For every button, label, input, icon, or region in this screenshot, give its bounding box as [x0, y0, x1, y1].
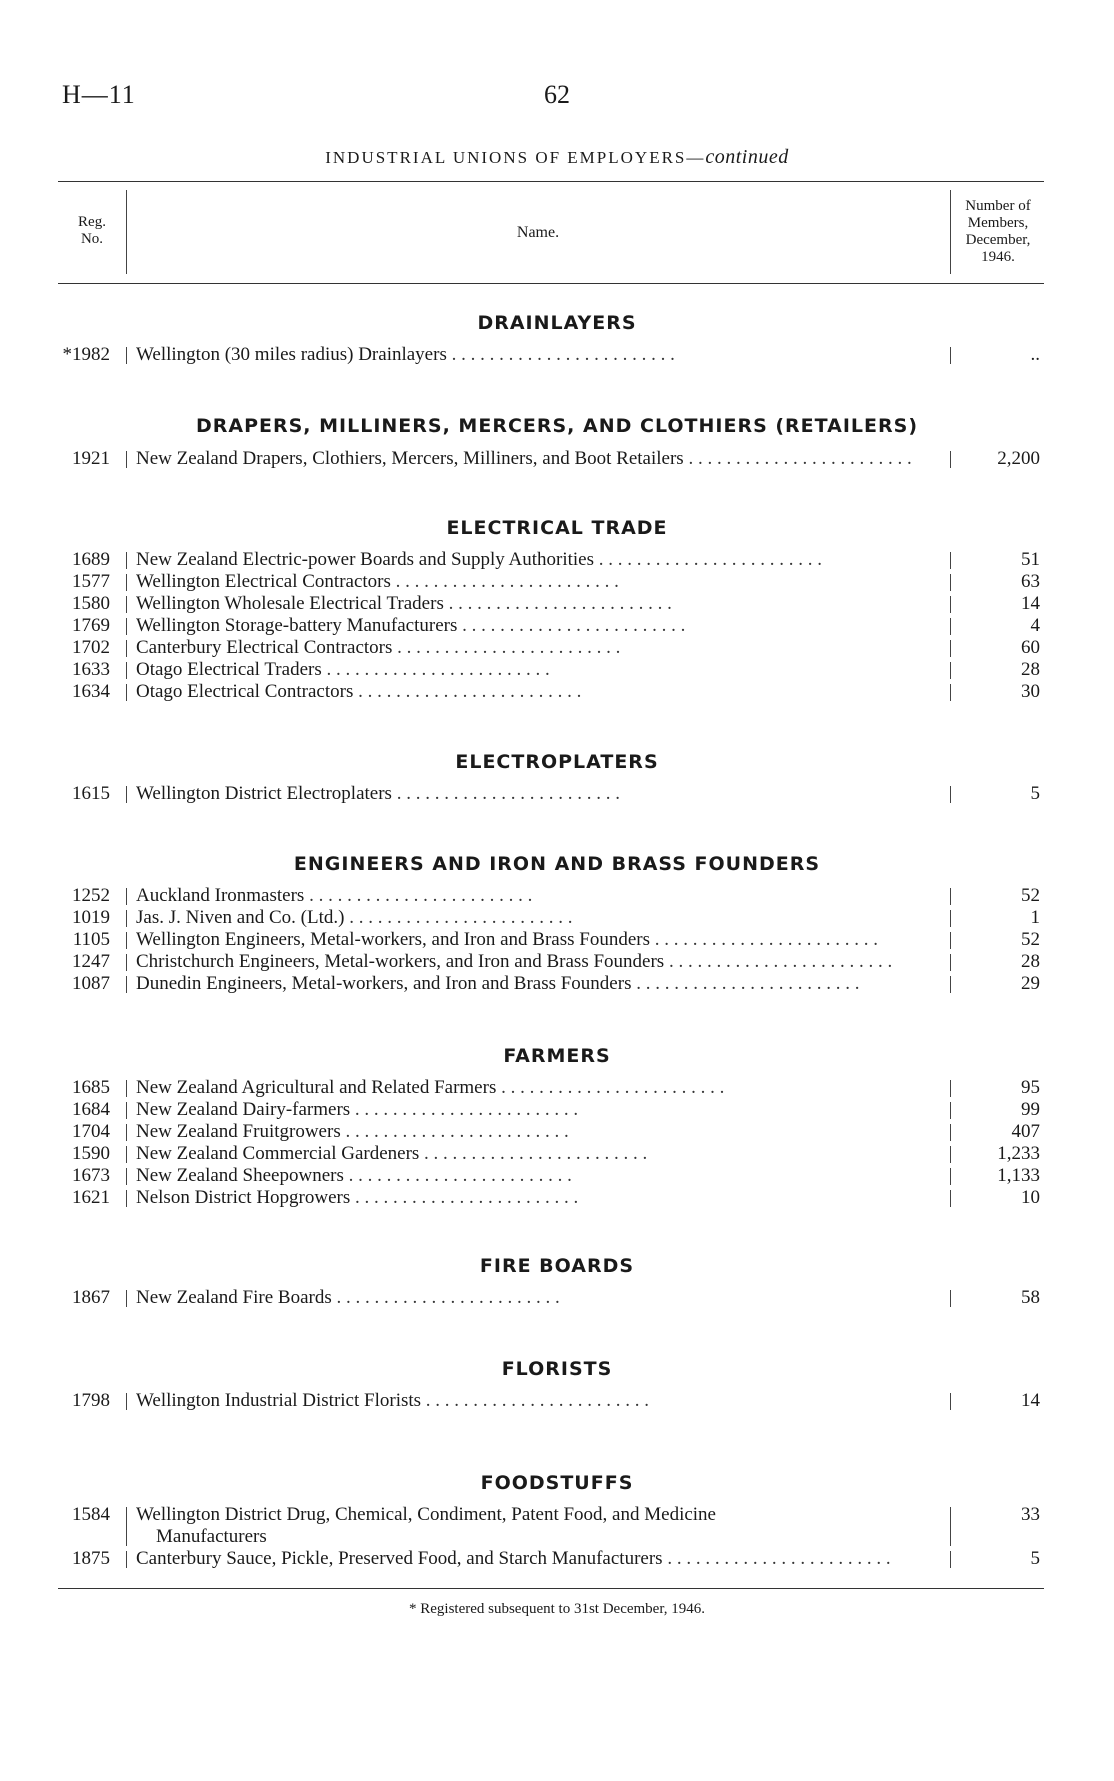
member-count: 33: [1021, 1504, 1040, 1525]
bottom-rule: [58, 1588, 1044, 1589]
section-title: ELECTRICAL TRADE: [446, 517, 668, 539]
section-title: FOODSTUFFS: [480, 1472, 634, 1494]
reg-number: 1769: [72, 615, 110, 636]
header-bottom-rule: [58, 283, 1044, 284]
subtitle-italic: continued: [705, 146, 789, 168]
union-name-text: New Zealand Fruitgrowers: [136, 1121, 341, 1142]
union-name: [136, 571, 942, 593]
member-count: 407: [1011, 1121, 1040, 1142]
column-header-reg: [60, 214, 124, 248]
member-count: 1: [1030, 907, 1040, 928]
column-rule: [950, 1168, 951, 1185]
union-name-text: Jas. J. Niven and Co. (Ltd.): [136, 907, 345, 928]
union-name-text: New Zealand Electric-power Boards and Supply Authorities: [136, 549, 594, 570]
union-name-text: Wellington Industrial District Florists: [136, 1390, 422, 1411]
reg-number: 1590: [72, 1143, 110, 1164]
column-rule: [950, 1507, 951, 1546]
dot-leader: . . . . . . . . . . . . . . . . . . . . . . . .: [392, 637, 621, 658]
column-rule: [950, 552, 951, 569]
reg-number: 1921: [72, 448, 110, 469]
column-rule: [950, 1146, 951, 1163]
union-name-text: Dunedin Engineers, Metal-workers, and Iron and Brass Founders: [136, 973, 632, 994]
dot-leader: . . . . . . . . . . . . . . . . . . . . . . . .: [631, 973, 860, 994]
column-rule: [950, 976, 951, 993]
dot-leader: . . . . . . . . . . . . . . . . . . . . . . . .: [390, 571, 619, 592]
union-name: [136, 549, 942, 571]
column-rule: [126, 662, 127, 679]
column-rule: [126, 1124, 127, 1141]
column-rule: [950, 684, 951, 701]
member-count: 60: [1021, 637, 1040, 658]
reg-number: 1087: [72, 973, 110, 994]
column-header-reg-line2: No.: [80, 231, 104, 247]
column-rule: [126, 347, 127, 364]
union-name: [136, 637, 942, 659]
union-name: [136, 1121, 942, 1143]
column-rule: [126, 640, 127, 657]
member-count: 4: [1030, 615, 1040, 636]
dot-leader: . . . . . . . . . . . . . . . . . . . . . . . .: [446, 344, 675, 365]
column-rule: [126, 1507, 127, 1546]
dot-leader: . . . . . . . . . . . . . . . . . . . . . . . .: [457, 615, 686, 636]
union-name: [136, 783, 942, 805]
union-name-text: Christchurch Engineers, Metal-workers, and Iron and Brass Founders: [136, 951, 665, 972]
column-rule: [950, 640, 951, 657]
column-rule: [950, 786, 951, 803]
union-name: [136, 1548, 942, 1570]
dot-leader: . . . . . . . . . . . . . . . . . . . . . . . .: [421, 1390, 650, 1411]
dot-leader: . . . . . . . . . . . . . . . . . . . . . . . .: [350, 1187, 579, 1208]
column-rule: [126, 684, 127, 701]
column-rule: [126, 574, 127, 591]
dot-leader: . . . . . . . . . . . . . . . . . . . . . . . .: [350, 1099, 579, 1120]
union-name-text: New Zealand Drapers, Clothiers, Mercers, Milliners, and Boot Retailers: [136, 448, 684, 469]
column-rule: [126, 976, 127, 993]
reg-number: 1247: [72, 951, 110, 972]
reg-number: 1580: [72, 593, 110, 614]
union-name: [136, 1390, 942, 1412]
union-name-text: Otago Electrical Contractors: [136, 681, 354, 702]
member-count: ..: [1030, 344, 1040, 365]
column-rule: [950, 596, 951, 613]
union-name: [136, 1287, 942, 1309]
union-name-text: Canterbury Sauce, Pickle, Preserved Food, and Starch Manufacturers: [136, 1548, 663, 1569]
member-count: 1,133: [997, 1165, 1040, 1186]
dot-leader: . . . . . . . . . . . . . . . . . . . . . . . .: [340, 1121, 569, 1142]
member-count: 2,200: [997, 448, 1040, 469]
reg-number: 1019: [72, 907, 110, 928]
union-name-text: Wellington District Drug, Chemical, Condiment, Patent Food, and Medicine: [136, 1504, 716, 1525]
dot-leader: . . . . . . . . . . . . . . . . . . . . . . . .: [331, 1287, 560, 1308]
reg-number: 1673: [72, 1165, 110, 1186]
table-row: [0, 1187, 1114, 1209]
member-count: 52: [1021, 885, 1040, 906]
column-rule: [950, 910, 951, 927]
union-name-text: New Zealand Sheepowners: [136, 1165, 344, 1186]
member-count: 14: [1021, 1390, 1040, 1411]
dot-leader: . . . . . . . . . . . . . . . . . . . . . . . .: [343, 1165, 572, 1186]
reg-number: 1577: [72, 571, 110, 592]
column-rule: [126, 1190, 127, 1207]
column-header-members-line1: Number of: [965, 198, 1031, 214]
table-row: [0, 637, 1114, 659]
column-rule: [950, 1290, 951, 1307]
column-header-members-line2: Members,: [967, 215, 1029, 231]
column-rule: [950, 888, 951, 905]
table-row: [0, 929, 1114, 951]
reg-number: 1252: [72, 885, 110, 906]
member-count: 99: [1021, 1099, 1040, 1120]
column-rule: [950, 932, 951, 949]
column-rule: [126, 552, 127, 569]
union-name: [136, 1077, 942, 1099]
page-number: 62: [544, 80, 570, 109]
union-name: [136, 1165, 942, 1187]
union-name-text: Wellington Storage-battery Manufacturers: [136, 615, 458, 636]
reg-number: 1875: [72, 1548, 110, 1569]
union-name: [136, 1143, 942, 1165]
column-rule: [950, 954, 951, 971]
member-count: 1,233: [997, 1143, 1040, 1164]
table-row: [0, 549, 1114, 571]
dot-leader: . . . . . . . . . . . . . . . . . . . . . . . .: [664, 951, 893, 972]
column-rule: [950, 1102, 951, 1119]
table-row: [0, 615, 1114, 637]
column-rule: [126, 596, 127, 613]
table-row: [0, 783, 1114, 805]
member-count: 52: [1021, 929, 1040, 950]
section-title: ENGINEERS AND IRON AND BRASS FOUNDERS: [293, 853, 821, 875]
union-name-text: Wellington (30 miles radius) Drainlayers: [136, 344, 447, 365]
section-title: FARMERS: [503, 1045, 611, 1067]
reg-number: 1584: [72, 1504, 110, 1525]
union-name-text: New Zealand Fire Boards: [136, 1287, 332, 1308]
column-rule: [126, 1393, 127, 1410]
reg-number: *1982: [62, 344, 110, 365]
reg-number: 1634: [72, 681, 110, 702]
member-count: 51: [1021, 549, 1040, 570]
dot-leader: . . . . . . . . . . . . . . . . . . . . . . . .: [419, 1143, 648, 1164]
column-header-members: [952, 198, 1044, 266]
union-name: [136, 344, 942, 366]
dot-leader: . . . . . . . . . . . . . . . . . . . . . . . .: [304, 885, 533, 906]
table-row: [0, 681, 1114, 703]
table-row: [0, 1390, 1114, 1412]
table-row: [0, 448, 1114, 470]
table-row: [0, 973, 1114, 995]
dot-leader: . . . . . . . . . . . . . . . . . . . . . . . .: [594, 549, 822, 570]
column-rule: [126, 618, 127, 635]
reg-number: 1702: [72, 637, 110, 658]
column-rule: [126, 1168, 127, 1185]
column-header-members-line3: December,: [965, 232, 1031, 248]
reg-number: 1685: [72, 1077, 110, 1098]
union-name-text: Wellington District Electroplaters: [136, 783, 392, 804]
column-header-members-line4: 1946.: [981, 249, 1015, 265]
member-count: 58: [1021, 1287, 1040, 1308]
dot-leader: . . . . . . . . . . . . . . . . . . . . . . . .: [662, 1548, 891, 1569]
union-name-text: Otago Electrical Traders: [136, 659, 322, 680]
member-count: 5: [1030, 1548, 1040, 1569]
document-code: H—11: [62, 80, 136, 109]
reg-number: 1621: [72, 1187, 110, 1208]
section-title: FLORISTS: [501, 1358, 613, 1380]
subtitle-main: INDUSTRIAL UNIONS OF EMPLOYERS—: [325, 148, 706, 167]
dot-leader: . . . . . . . . . . . . . . . . . . . . . . . .: [344, 907, 573, 928]
reg-number: 1798: [72, 1390, 110, 1411]
table-row: [0, 1121, 1114, 1143]
union-name: [136, 1099, 942, 1121]
reg-number: 1704: [72, 1121, 110, 1142]
column-rule: [950, 1393, 951, 1410]
column-rule: [126, 910, 127, 927]
union-name: [136, 615, 942, 637]
column-rule: [950, 1551, 951, 1568]
dot-leader: . . . . . . . . . . . . . . . . . . . . . . . .: [443, 593, 672, 614]
union-name-continuation: Manufacturers: [156, 1526, 267, 1547]
union-name-text: Wellington Engineers, Metal-workers, and Iron and Brass Founders: [136, 929, 650, 950]
column-rule: [950, 347, 951, 364]
member-count: 30: [1021, 681, 1040, 702]
footnote: * Registered subsequent to 31st December, 1946.: [408, 1601, 705, 1617]
section-title: DRAINLAYERS: [477, 312, 637, 334]
table-row: [0, 1143, 1114, 1165]
member-count: 28: [1021, 951, 1040, 972]
dot-leader: . . . . . . . . . . . . . . . . . . . . . . . .: [650, 929, 878, 950]
union-name: [136, 1187, 942, 1209]
table-row: [0, 1504, 1114, 1548]
column-rule: [950, 1124, 951, 1141]
union-name-text: New Zealand Agricultural and Related Farmers: [136, 1077, 497, 1098]
union-name: [136, 951, 942, 973]
reg-number: 1867: [72, 1287, 110, 1308]
column-rule: [950, 618, 951, 635]
union-name-text: Canterbury Electrical Contractors: [136, 637, 393, 658]
column-header-name: Name.: [516, 224, 560, 241]
union-name: [136, 929, 942, 951]
dot-leader: . . . . . . . . . . . . . . . . . . . . . . . .: [391, 783, 620, 804]
member-count: 29: [1021, 973, 1040, 994]
section-title: DRAPERS, MILLINERS, MERCERS, AND CLOTHIERS (RETAILERS): [195, 415, 919, 437]
member-count: 10: [1021, 1187, 1040, 1208]
table-row: [0, 571, 1114, 593]
union-name: [136, 681, 942, 703]
column-rule: [126, 1290, 127, 1307]
dot-leader: . . . . . . . . . . . . . . . . . . . . . . . .: [353, 681, 582, 702]
table-row: [0, 907, 1114, 929]
reg-number: 1684: [72, 1099, 110, 1120]
column-rule: [126, 786, 127, 803]
table-row: [0, 1287, 1114, 1309]
union-name-text: Nelson District Hopgrowers: [136, 1187, 351, 1208]
reg-number: 1615: [72, 783, 110, 804]
member-count: 5: [1030, 783, 1040, 804]
union-name-text: New Zealand Commercial Gardeners: [136, 1143, 420, 1164]
table-row: [0, 1548, 1114, 1570]
union-name: [136, 659, 942, 681]
reg-number: 1633: [72, 659, 110, 680]
section-title: FIRE BOARDS: [479, 1255, 635, 1277]
union-name-text: New Zealand Dairy-farmers: [136, 1099, 351, 1120]
column-rule: [950, 574, 951, 591]
table-row: [0, 1099, 1114, 1121]
union-name: [136, 907, 942, 929]
column-rule: [126, 1146, 127, 1163]
column-rule: [126, 1102, 127, 1119]
column-rule: [126, 1080, 127, 1097]
column-rule: [950, 1080, 951, 1097]
column-rule: [126, 1551, 127, 1568]
page-subtitle: [0, 146, 1114, 169]
union-name-text: Wellington Electrical Contractors: [136, 571, 391, 592]
union-name-text: Wellington Wholesale Electrical Traders: [136, 593, 444, 614]
union-name: [136, 885, 942, 907]
dot-leader: . . . . . . . . . . . . . . . . . . . . . . . .: [496, 1077, 725, 1098]
column-rule: [950, 451, 951, 468]
member-count: 28: [1021, 659, 1040, 680]
column-rule: [950, 662, 951, 679]
column-rule: [126, 888, 127, 905]
union-name: [136, 448, 942, 470]
member-count: 63: [1021, 571, 1040, 592]
member-count: 95: [1021, 1077, 1040, 1098]
top-rule: [58, 181, 1044, 182]
table-row: [0, 885, 1114, 907]
column-rule: [950, 1190, 951, 1207]
union-name-text: Auckland Ironmasters: [136, 885, 305, 906]
member-count: 14: [1021, 593, 1040, 614]
table-row: [0, 344, 1114, 366]
reg-number: 1105: [72, 929, 110, 950]
column-header-reg-line1: Reg.: [78, 214, 106, 230]
column-rule: [126, 954, 127, 971]
union-name: [136, 973, 942, 995]
reg-number: 1689: [72, 549, 110, 570]
column-divider-right: [950, 190, 951, 274]
section-title: ELECTROPLATERS: [455, 751, 659, 773]
table-row: [0, 593, 1114, 615]
table-row: [0, 951, 1114, 973]
column-rule: [126, 451, 127, 468]
dot-leader: . . . . . . . . . . . . . . . . . . . . . . . .: [683, 448, 912, 469]
dot-leader: . . . . . . . . . . . . . . . . . . . . . . . .: [321, 659, 550, 680]
union-name: [136, 1504, 942, 1548]
column-rule: [126, 932, 127, 949]
table-row: [0, 659, 1114, 681]
union-name: [136, 593, 942, 615]
table-row: [0, 1077, 1114, 1099]
table-row: [0, 1165, 1114, 1187]
